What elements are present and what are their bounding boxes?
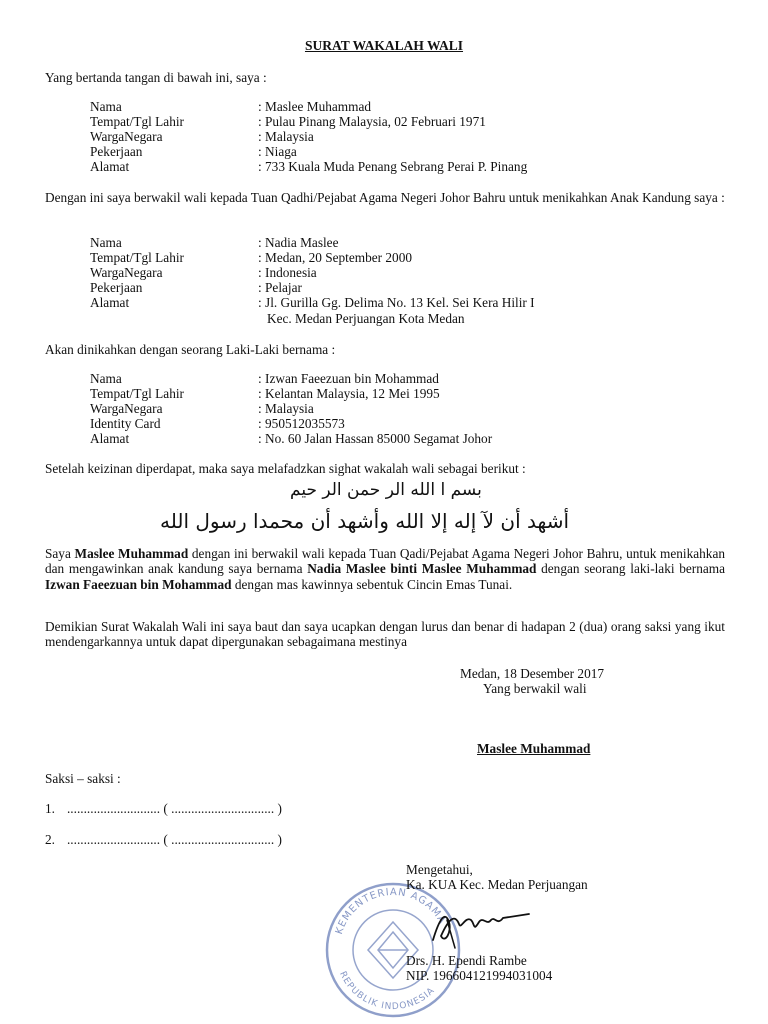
signer-caption: Yang berwakil wali [483, 681, 587, 696]
izin-paragraph: Setelah keizinan diperdapat, maka saya melafadzkan sighat wakalah wali sebagai berikut : [45, 461, 526, 476]
field-label: Alamat [90, 159, 130, 174]
signer-name: Maslee Muhammad [477, 741, 591, 756]
daughter-address-line2: Kec. Medan Perjuangan Kota Medan [267, 311, 465, 326]
field-value: : 950512035573 [258, 416, 345, 431]
witness-heading: Saksi – saksi : [45, 771, 121, 786]
father-row [90, 114, 486, 129]
official-name: Drs. H. Ependi Rambe [406, 953, 527, 968]
witness-blank: ............................ ( ............................... ) [66, 832, 282, 847]
father-name-bold: Maslee Muhammad [74, 546, 189, 561]
field-value: : Izwan Faeezuan bin Mohammad [258, 371, 439, 386]
field-value: : Nadia Maslee [258, 235, 339, 250]
signature-mark [425, 900, 535, 950]
daughter-row [90, 295, 535, 310]
field-label: WargaNegara [90, 265, 163, 280]
groom-name-bold: Izwan Faeezuan bin Mohammad [45, 576, 232, 592]
field-label: Tempat/Tgl Lahir [90, 114, 184, 129]
place-date: Medan, 18 Desember 2017 [460, 666, 605, 681]
groom-row [90, 386, 440, 401]
field-value: : Niaga [258, 144, 297, 159]
field-value: : Malaysia [258, 401, 314, 416]
acknowledge-office: Ka. KUA Kec. Medan Perjuangan [406, 877, 588, 892]
document-title: SURAT WAKALAH WALI [304, 38, 464, 53]
father-row [90, 99, 371, 114]
field-label: Nama [90, 99, 122, 114]
witness-number: 2. [45, 832, 55, 847]
statement-text: Saya [45, 546, 75, 561]
statement-text: dengan seorang laki-laki bernama [536, 561, 726, 577]
father-row [90, 129, 314, 144]
witness-line [45, 832, 282, 847]
groom-intro: Akan dinikahkan dengan seorang Laki-Laki bernama : [45, 342, 336, 357]
field-label: Nama [90, 235, 122, 250]
field-value: : Maslee Muhammad [258, 99, 371, 114]
groom-row [90, 431, 492, 446]
wakil-paragraph: Dengan ini saya berwakil wali kepada Tuan Qadhi/Pejabat Agama Negeri Johor Bahru untuk menikahkan Anak Kandung saya : [45, 190, 725, 205]
groom-row [90, 401, 314, 416]
field-label: Tempat/Tgl Lahir [90, 386, 184, 401]
daughter-name-bold: Nadia Maslee binti Maslee Muhammad [307, 561, 537, 577]
father-row [90, 144, 297, 159]
basmalah-text: بسم ا الله الر حمن الر حيم [290, 480, 482, 500]
stamp-text-top: KEMENTERIAN AGAMA [333, 886, 448, 936]
daughter-row [90, 235, 339, 250]
field-value: : Malaysia [258, 129, 314, 144]
field-label: Nama [90, 371, 122, 386]
field-value: : No. 60 Jalan Hassan 85000 Segamat Johor [258, 431, 493, 446]
groom-row [90, 371, 439, 386]
field-label: Pekerjaan [90, 144, 143, 159]
witness-blank: ............................ ( ............................... ) [66, 801, 282, 816]
field-value: : Pelajar [258, 280, 302, 295]
statement-text: dengan ini berwakil wali kepada Tuan Qadi/Pejabat Agama Negeri Johor Bahru, untuk menikahkan dan mengawinkan anak kandung saya bernama [45, 546, 725, 577]
stamp-text-bottom: REPUBLIK INDONESIA [337, 970, 438, 1013]
field-label: Tempat/Tgl Lahir [90, 250, 184, 265]
field-label: Alamat [90, 431, 130, 446]
witness-number: 1. [45, 801, 55, 816]
syahadat-text: أشهد أن لآ إله إلا الله وأشهد أن محمدا رسول الله [160, 509, 570, 533]
groom-row [90, 416, 345, 431]
statement-paragraph [45, 546, 725, 592]
field-label: Pekerjaan [90, 280, 143, 295]
official-nip: NIP. 196604121994031004 [406, 968, 553, 983]
intro-text: Yang bertanda tangan di bawah ini, saya : [45, 70, 267, 85]
field-label: Identity Card [90, 416, 161, 431]
closing-paragraph: Demikian Surat Wakalah Wali ini saya baut dan saya ucapkan dengan lurus dan benar di hadapan 2 (dua) orang saksi yang ikut mendengarkannya untuk dapat dipergunakan sebagaimana mestinya [45, 619, 725, 650]
field-value: : Pulau Pinang Malaysia, 02 Februari 1971 [258, 114, 486, 129]
field-value: : Indonesia [258, 265, 317, 280]
daughter-row [90, 280, 302, 295]
daughter-row [90, 250, 412, 265]
field-value: : Medan, 20 September 2000 [258, 250, 412, 265]
field-label: WargaNegara [90, 401, 163, 416]
daughter-row [90, 265, 317, 280]
acknowledge-heading: Mengetahui, [406, 862, 473, 877]
field-value: : Kelantan Malaysia, 12 Mei 1995 [258, 386, 440, 401]
witness-line [45, 801, 282, 816]
father-row [90, 159, 527, 174]
statement-text: dengan mas kawinnya sebentuk Cincin Emas Tunai. [231, 576, 513, 592]
field-label: Alamat [90, 295, 130, 310]
field-value: : Jl. Gurilla Gg. Delima No. 13 Kel. Sei Kera Hilir I [258, 295, 535, 310]
field-label: WargaNegara [90, 129, 163, 144]
field-value: : 733 Kuala Muda Penang Sebrang Perai P. Pinang [258, 159, 528, 174]
